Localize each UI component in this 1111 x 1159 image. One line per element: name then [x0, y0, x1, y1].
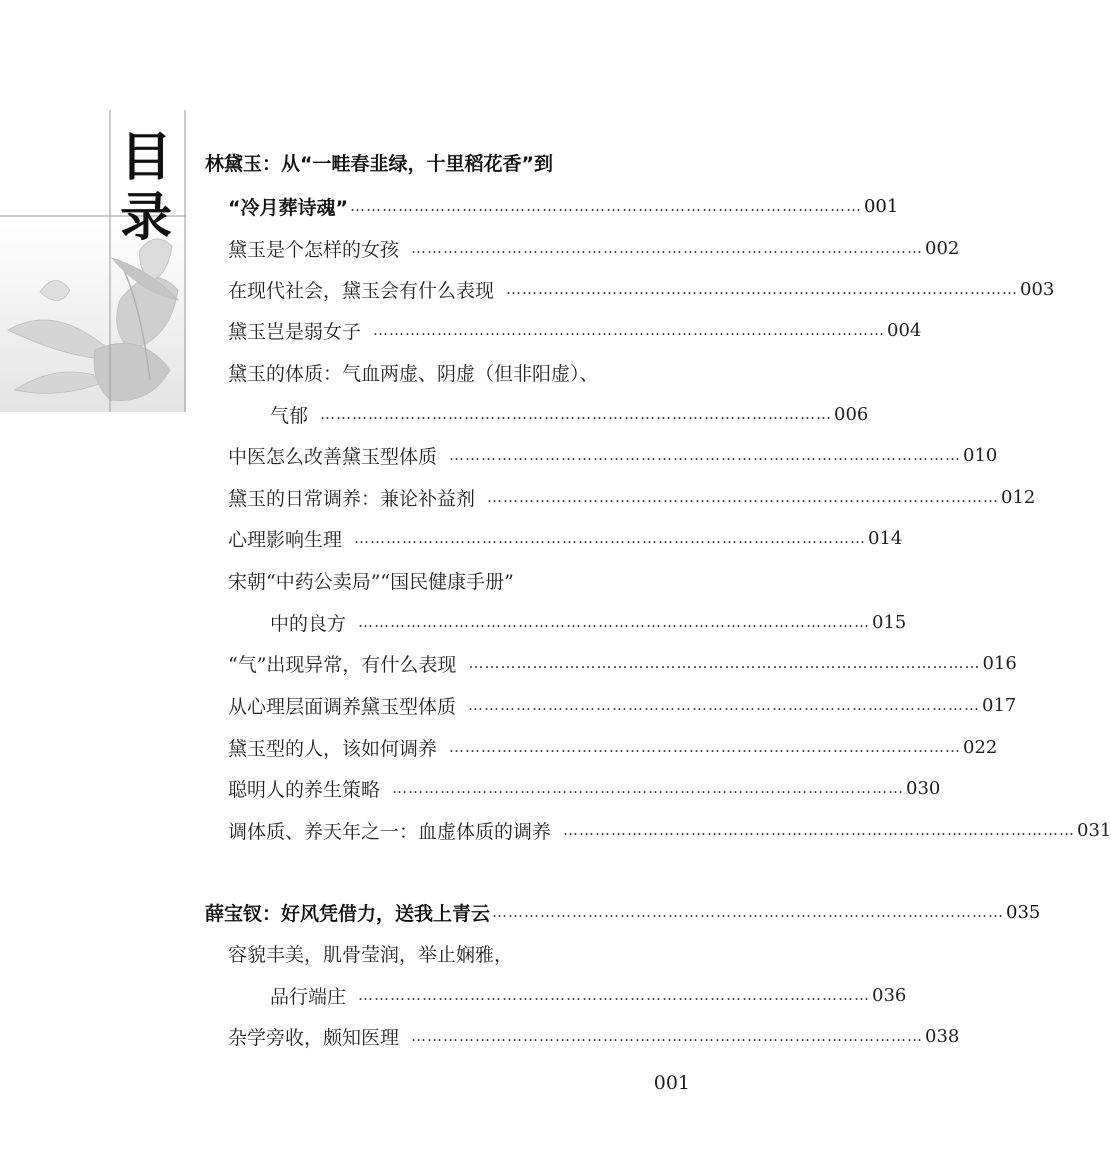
toc-entry-title: 黛玉是个怎样的女孩 — [228, 238, 400, 261]
toc-entry-title: 宋朝“中药公卖局”“国民健康手册” — [228, 570, 514, 593]
toc-leader-dots: …………………………………………………………………………………… — [411, 1027, 924, 1045]
toc-entry[interactable] — [228, 1021, 960, 1051]
toc-entry[interactable] — [270, 399, 869, 429]
toc-entry-page: 031 — [1077, 819, 1111, 841]
toc-entry-title: “气”出现异常，有什么表现 — [228, 653, 457, 676]
toc-leader-dots: …………………………………………………………………………………… — [468, 654, 981, 672]
toc-entry[interactable] — [228, 938, 513, 968]
toc-entry[interactable] — [228, 482, 1036, 512]
toc-entry-title: 调体质、养天年之一：血虚体质的调养 — [228, 820, 552, 843]
toc-entry-title: 杂学旁收，颇知医理 — [228, 1026, 400, 1049]
toc-entry-title: 中的良方 — [270, 612, 347, 635]
toc-entry-title: 黛玉的日常调养：兼论补益剂 — [228, 487, 476, 510]
toc-entry-page: 010 — [963, 444, 998, 466]
toc-entry[interactable] — [270, 607, 907, 637]
toc-heading-char-1: 目 — [119, 128, 172, 188]
toc-entry[interactable] — [228, 191, 899, 221]
toc-entry[interactable] — [228, 523, 903, 553]
toc-entry[interactable] — [228, 690, 1017, 720]
toc-entry-page: 014 — [868, 527, 903, 549]
toc-entry-title: 品行端庄 — [270, 985, 347, 1008]
toc-entry[interactable] — [228, 732, 998, 762]
toc-entry-title: 气郁 — [270, 404, 309, 427]
toc-leader-dots: …………………………………………………………………………………… — [392, 779, 905, 797]
toc-leader-dots: …………………………………………………………………………………… — [320, 405, 833, 423]
toc-entry[interactable] — [228, 440, 998, 470]
toc-entry[interactable] — [205, 897, 1041, 927]
toc-leader-dots: …………………………………………………………………………………… — [373, 321, 886, 339]
toc-leader-dots: …………………………………………………………………………………… — [358, 986, 871, 1004]
toc-entry-page: 036 — [872, 984, 907, 1006]
toc-entry-title: 林黛玉：从“一畦春韭绿，十里稻花香”到 — [205, 152, 553, 175]
toc-entry-page: 016 — [982, 652, 1017, 674]
toc-entry[interactable] — [205, 147, 553, 177]
toc-entry-title: 聪明人的养生策略 — [228, 778, 381, 801]
toc-entry[interactable] — [228, 815, 1111, 845]
toc-entry[interactable] — [228, 274, 1055, 304]
toc-entry-title: 中医怎么改善黛玉型体质 — [228, 445, 438, 468]
toc-entry-page: 038 — [925, 1025, 960, 1047]
toc-entry[interactable] — [270, 980, 907, 1010]
toc-leader-dots: …………………………………………………………………………………… — [349, 197, 862, 215]
toc-entry-page: 012 — [1001, 486, 1036, 508]
toc-leader-dots: …………………………………………………………………………………… — [563, 821, 1076, 839]
toc-entry[interactable] — [228, 565, 514, 595]
toc-leader-dots: …………………………………………………………………………………… — [506, 280, 1019, 298]
toc-leader-dots: …………………………………………………………………………………… — [492, 903, 1005, 921]
toc-entry-page: 001 — [863, 195, 899, 217]
toc-entry-page: 003 — [1020, 278, 1055, 300]
toc-entry-page: 030 — [906, 777, 941, 799]
toc-heading-char-2: 录 — [119, 188, 172, 248]
toc-entry-title: 黛玉型的人，该如何调养 — [228, 737, 438, 760]
toc-entry-title: 容貌丰美，肌骨莹润，举止娴雅， — [228, 943, 514, 966]
toc-entry-page: 002 — [925, 237, 960, 259]
toc-entry-page: 015 — [872, 611, 907, 633]
toc-entry-title: 在现代社会，黛玉会有什么表现 — [228, 279, 495, 302]
toc-leader-dots: …………………………………………………………………………………… — [449, 446, 962, 464]
toc-entry[interactable] — [228, 773, 941, 803]
toc-leader-dots: …………………………………………………………………………………… — [487, 488, 1000, 506]
toc-entry[interactable] — [228, 357, 599, 387]
toc-entry-title: “冷月葬诗魂” — [228, 196, 348, 219]
toc-entry-title: 心理影响生理 — [228, 528, 343, 551]
toc-entry-page: 006 — [834, 403, 869, 425]
toc-entry[interactable] — [228, 233, 960, 263]
toc-leader-dots: …………………………………………………………………………………… — [468, 696, 981, 714]
page-number: 001 — [653, 1072, 690, 1094]
toc-entry-title: 黛玉的体质：气血两虚、阴虚（但非阳虚）、 — [228, 362, 599, 385]
toc-entry[interactable] — [228, 315, 922, 345]
toc-entry[interactable] — [228, 648, 1017, 678]
toc-entry-page: 035 — [1006, 901, 1041, 923]
toc-leader-dots: …………………………………………………………………………………… — [449, 738, 962, 756]
toc-leader-dots: …………………………………………………………………………………… — [358, 613, 871, 631]
toc-entry-title: 黛玉岂是弱女子 — [228, 320, 362, 343]
toc-leader-dots: …………………………………………………………………………………… — [354, 529, 867, 547]
toc-entry-page: 004 — [887, 319, 922, 341]
toc-entry-page: 017 — [982, 694, 1017, 716]
toc-leader-dots: …………………………………………………………………………………… — [411, 239, 924, 257]
toc-entry-page: 022 — [963, 736, 998, 758]
toc-entry-title: 薛宝钗：好风凭借力，送我上青云 — [205, 902, 491, 925]
toc-entry-title: 从心理层面调养黛玉型体质 — [228, 695, 457, 718]
